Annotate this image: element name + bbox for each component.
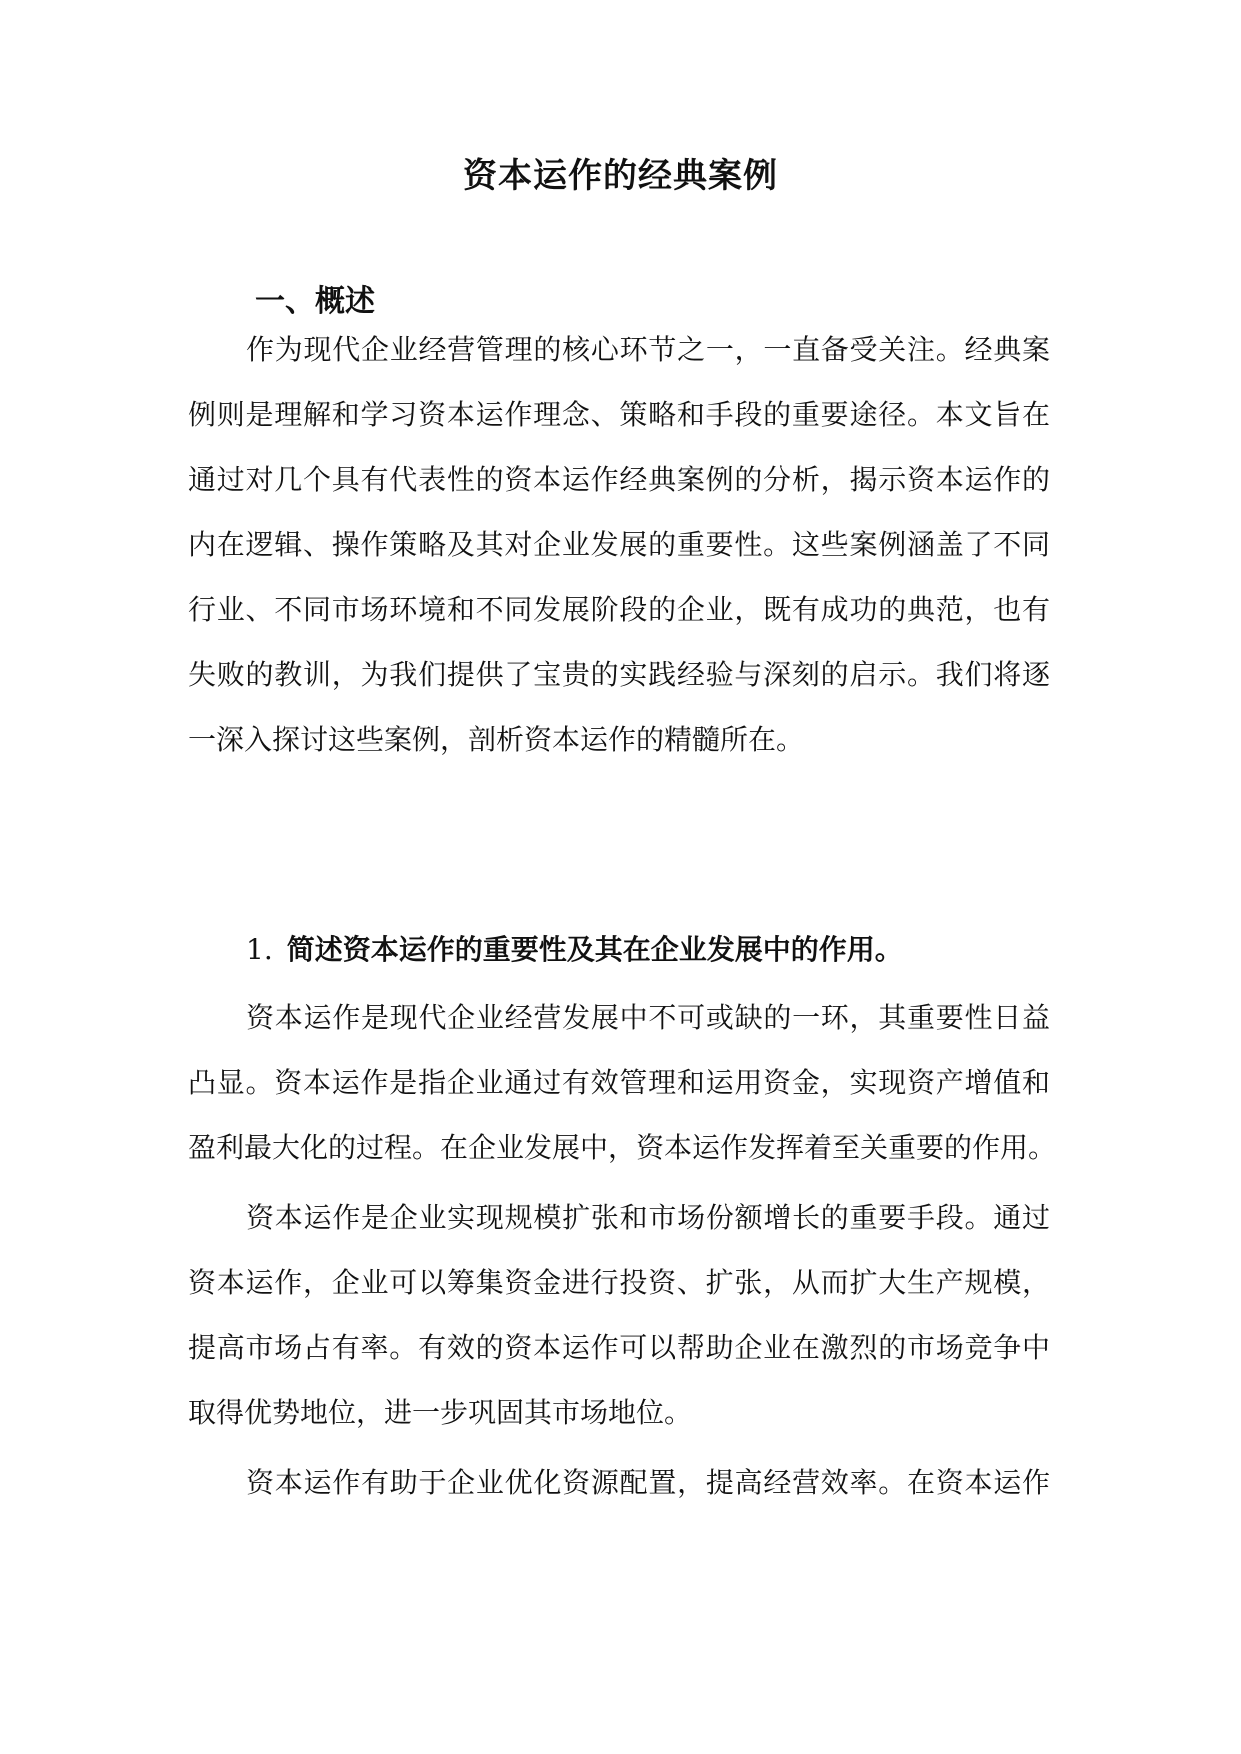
paragraph-line: 资本运作有助于企业优化资源配置，提高经营效率。在资本运作 — [246, 1466, 1050, 1499]
paragraph-line: 资本运作，企业可以筹集资金进行投资、扩张，从而扩大生产规模， — [188, 1266, 1050, 1299]
paragraph-line: 取得优势地位，进一步巩固其市场地位。 — [188, 1396, 693, 1429]
subsection-heading — [246, 928, 903, 972]
subsection-title: 简述资本运作的重要性及其在企业发展中的作用。 — [286, 933, 903, 966]
paragraph-line: 提高市场占有率。有效的资本运作可以帮助企业在激烈的市场竞争中 — [188, 1331, 1050, 1364]
subsection-number: 1. — [246, 933, 273, 966]
paragraph-line: 行业、不同市场环境和不同发展阶段的企业，既有成功的典范，也有 — [188, 593, 1050, 626]
document-title: 资本运作的经典案例 — [463, 156, 778, 196]
paragraph-line: 失败的教训，为我们提供了宝贵的实践经验与深刻的启示。我们将逐 — [188, 658, 1050, 691]
paragraph-line: 资本运作是现代企业经营发展中不可或缺的一环，其重要性日益 — [246, 1001, 1050, 1034]
paragraph-line: 一深入探讨这些案例，剖析资本运作的精髓所在。 — [188, 723, 805, 756]
paragraph-line: 资本运作是企业实现规模扩张和市场份额增长的重要手段。通过 — [246, 1201, 1050, 1234]
paragraph-line: 通过对几个具有代表性的资本运作经典案例的分析，揭示资本运作的 — [188, 463, 1050, 496]
paragraph-line: 作为现代企业经营管理的核心环节之一，一直备受关注。经典案 — [246, 333, 1050, 366]
paragraph-line: 例则是理解和学习资本运作理念、策略和手段的重要途径。本文旨在 — [188, 398, 1050, 431]
paragraph-line: 凸显。资本运作是指企业通过有效管理和运用资金，实现资产增值和 — [188, 1066, 1050, 1099]
section-heading-overview: 一、概述 — [255, 284, 375, 319]
paragraph-line: 内在逻辑、操作策略及其对企业发展的重要性。这些案例涵盖了不同 — [188, 528, 1050, 561]
paragraph-line: 盈利最大化的过程。在企业发展中，资本运作发挥着至关重要的作用。 — [188, 1131, 1057, 1164]
